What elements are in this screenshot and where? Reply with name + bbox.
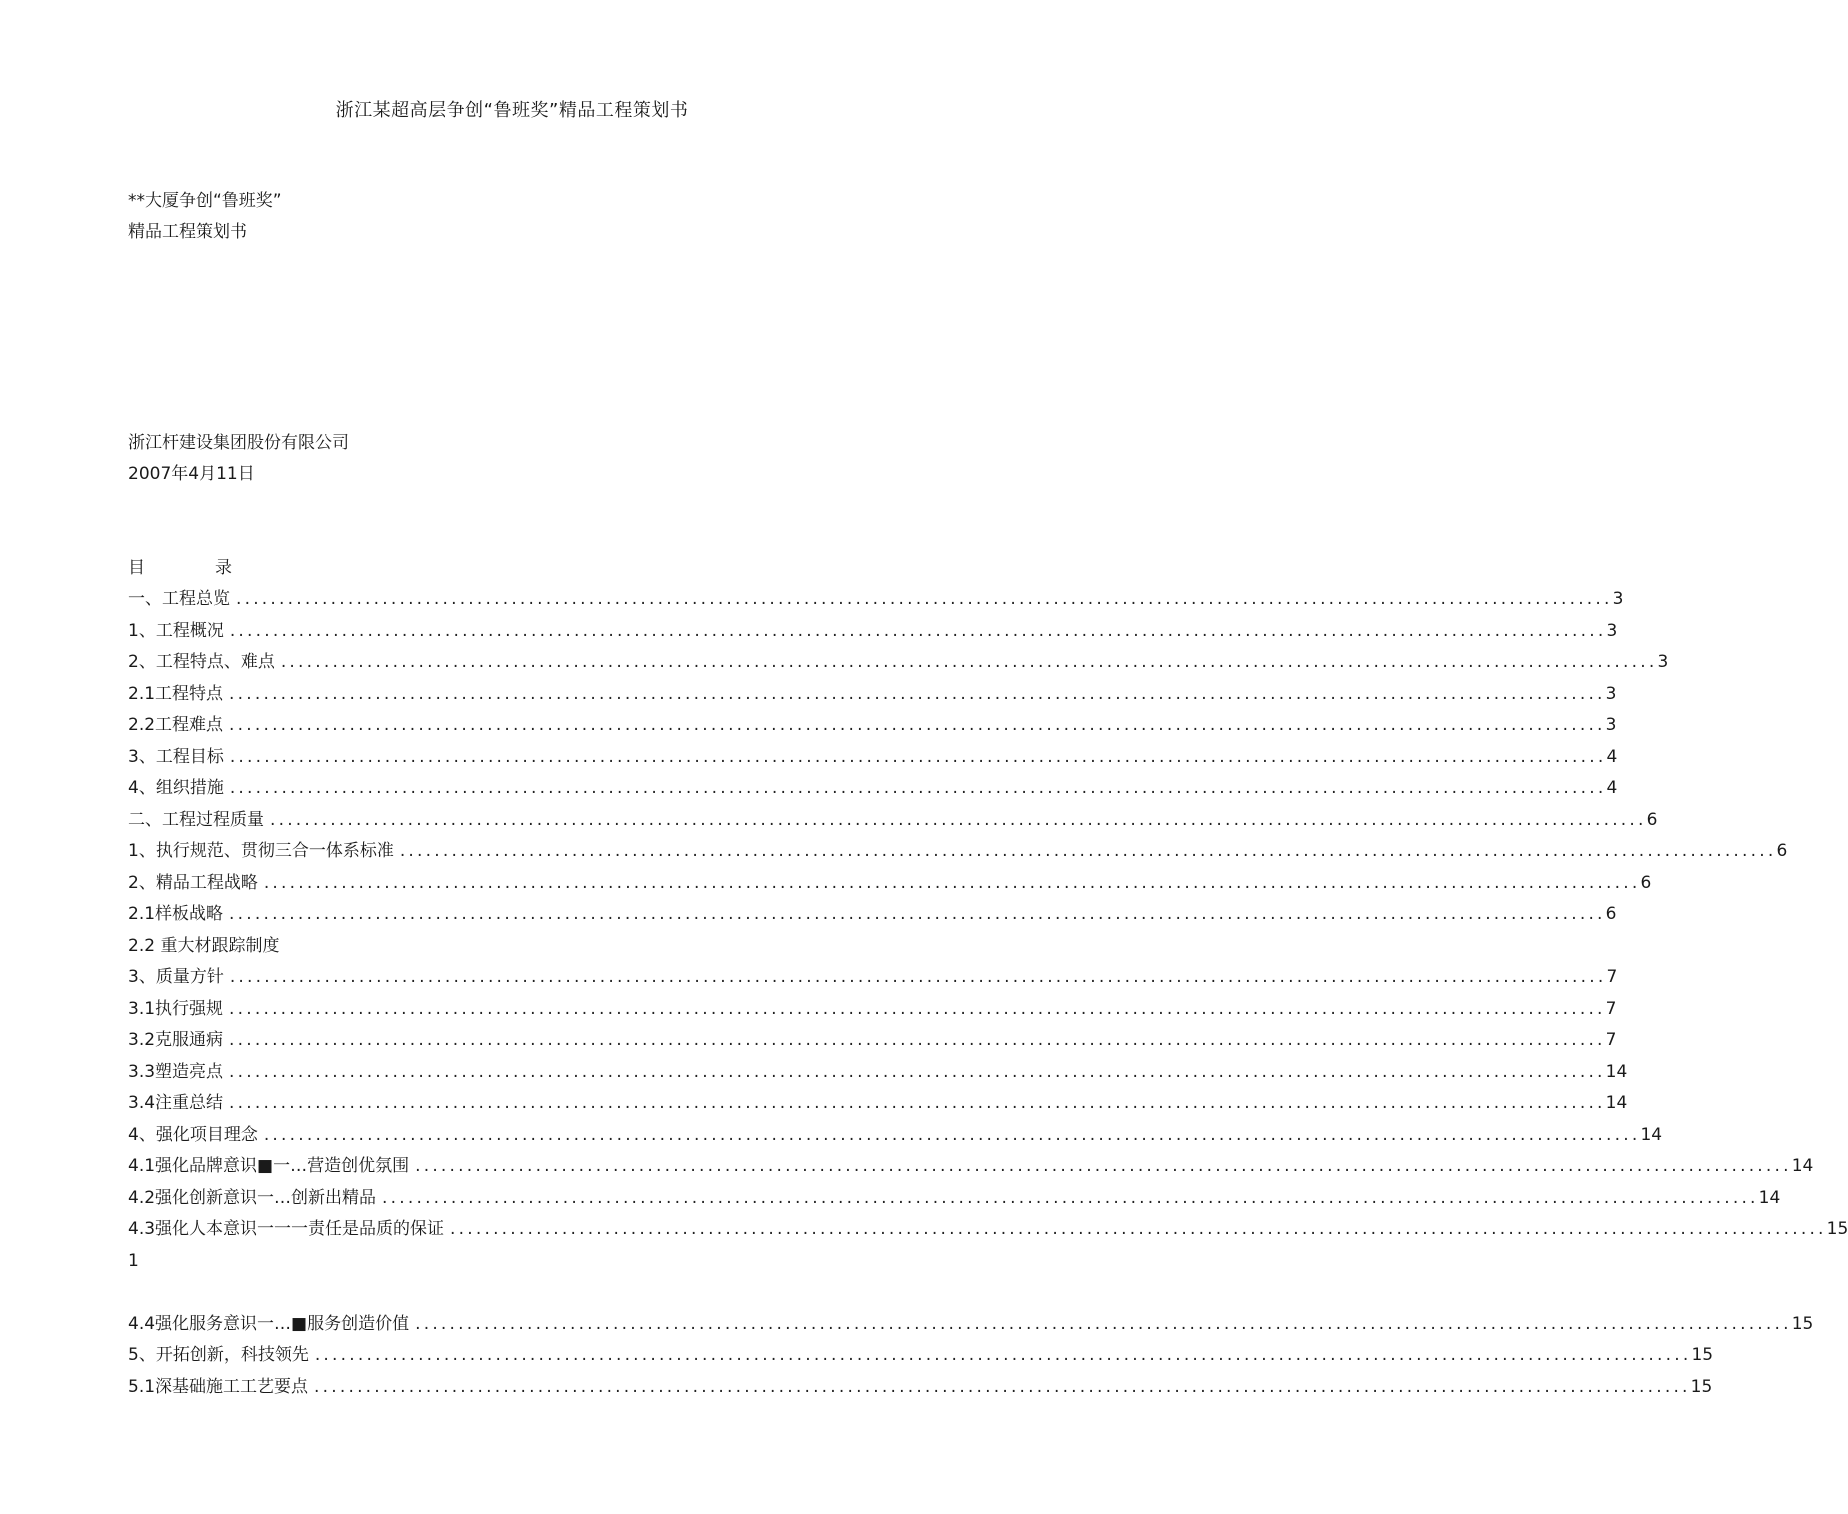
toc-entry-label: 2.1样板战略 [128, 904, 224, 924]
toc-heading-left: 目 [128, 558, 145, 578]
toc-entry[interactable] [128, 1340, 1714, 1372]
toc-entry[interactable] [128, 647, 1669, 679]
toc-entry[interactable] [128, 710, 1617, 742]
toc-dot-leader: ................................................................................................................................................................ [263, 872, 1641, 893]
toc-entry-label: 一、工程总览 [128, 589, 230, 609]
toc-entry-label: 二、工程过程质量 [128, 809, 264, 830]
toc-entry[interactable] [128, 931, 728, 963]
toc-entry[interactable] [128, 1120, 1663, 1152]
toc-dot-leader: ................................................................................................................................................................ [280, 652, 1658, 672]
toc-entry-label: 3.3塑造亮点 [128, 1061, 224, 1082]
toc-entry-label: 4、强化项目理念 [128, 1124, 258, 1145]
toc-page-number: 6 [1646, 809, 1658, 830]
toc-entry-label: 2.1工程特点 [128, 683, 224, 704]
toc-dot-leader: ................................................................................................................................................................ [270, 809, 1647, 830]
toc-entry-label: 3.2克服通病 [128, 1030, 224, 1050]
toc-dot-leader: ................................................................................................................................................................ [229, 746, 1607, 767]
toc-page-number: 6 [1776, 841, 1788, 861]
toc-entry[interactable] [128, 899, 1617, 931]
toc-entry[interactable] [128, 1057, 1628, 1089]
toc-page-number: 6 [1640, 872, 1652, 893]
toc-entry[interactable] [128, 868, 1652, 900]
toc-entry[interactable] [128, 962, 1618, 994]
toc-page-number: 14 [1640, 1124, 1663, 1145]
toc-entry-label: 1、执行规范、贯彻三合一体系标准 [128, 841, 394, 861]
toc-entry[interactable] [128, 836, 1788, 868]
toc-page-number: 3 [1605, 683, 1617, 704]
page-break-spacer [128, 1277, 728, 1309]
cover-company-block [128, 428, 349, 490]
toc-entry-label: 3、质量方针 [128, 967, 224, 987]
toc-page-number: 4 [1606, 746, 1618, 767]
cover-title-line2: 精品工程策划书 [128, 222, 247, 242]
toc-page-number: 15 [1791, 1313, 1814, 1334]
toc-entry[interactable] [128, 679, 1617, 711]
toc-dot-leader: ................................................................................................................................................................ [229, 683, 1606, 704]
toc-entry[interactable] [128, 1088, 1628, 1120]
toc-entry-label: 2、工程特点、难点 [128, 652, 275, 672]
toc-dot-leader: ................................................................................................................................................................ [229, 715, 1606, 735]
toc-entry-label: 2.2工程难点 [128, 715, 224, 735]
toc-page-number: 14 [1605, 1061, 1628, 1082]
toc-entry[interactable] [128, 805, 1658, 837]
toc-entry[interactable] [128, 584, 1624, 616]
toc-entry[interactable] [128, 994, 1617, 1026]
toc-entry[interactable] [128, 1183, 1781, 1215]
toc-page-number: 3 [1657, 652, 1669, 672]
toc-dot-leader: ................................................................................................................................................................ [263, 1124, 1641, 1145]
toc-heading-right: 录 [215, 558, 232, 578]
toc-dot-leader: ................................................................................................................................................................ [382, 1187, 1759, 1208]
toc-entry-label: 4、组织措施 [128, 778, 224, 798]
toc-entry[interactable] [128, 1214, 1848, 1246]
toc-page-number: 3 [1612, 589, 1624, 609]
toc-entry[interactable] [128, 1025, 1617, 1057]
toc-entry-label: 5、开拓创新，科技领先 [128, 1345, 309, 1365]
toc-page-number: 14 [1605, 1093, 1628, 1113]
toc-dot-leader: ................................................................................................................................................................ [229, 904, 1606, 924]
toc-dot-leader: ................................................................................................................................................................ [415, 1156, 1792, 1176]
toc-dot-leader: ................................................................................................................................................................ [229, 620, 1607, 641]
toc-page-number: 14 [1758, 1187, 1781, 1208]
toc-page-number: 15 [1691, 1345, 1714, 1365]
toc-dot-leader: ................................................................................................................................................................ [229, 998, 1606, 1019]
table-of-contents [128, 584, 1848, 1403]
toc-entry-label: 3.1执行强规 [128, 998, 224, 1019]
toc-dot-leader: ................................................................................................................................................................ [229, 967, 1607, 987]
toc-entry[interactable] [128, 1309, 1814, 1341]
page-header-title: 浙江某超高层争创“鲁班奖”精品工程策划书 [335, 100, 689, 121]
toc-entry[interactable] [128, 773, 1618, 805]
toc-dot-leader: ................................................................................................................................................................ [229, 778, 1607, 798]
cover-title-line1: **大厦争创“鲁班奖” [128, 191, 282, 211]
company-name: 浙江杆建设集团股份有限公司 [128, 433, 349, 453]
toc-entry-label: 4.3强化人本意识一一一责任是品质的保证 [128, 1219, 445, 1239]
page-number-footer: 1 [128, 1250, 139, 1271]
cover-title-block [128, 186, 282, 248]
toc-entry-label: 2、精品工程战略 [128, 872, 258, 893]
toc-page-number: 15 [1690, 1376, 1713, 1397]
toc-entry-label: 4.1强化品牌意识■一…营造创优氛围 [128, 1156, 410, 1176]
toc-page-number: 3 [1605, 715, 1617, 735]
toc-entry-label: 3.4注重总结 [128, 1093, 224, 1113]
toc-page-number: 4 [1606, 778, 1618, 798]
toc-dot-leader: ................................................................................................................................................................ [314, 1345, 1692, 1365]
toc-dot-leader: ................................................................................................................................................................ [229, 1030, 1606, 1050]
toc-entry[interactable] [128, 1372, 1713, 1404]
toc-entry[interactable] [128, 1151, 1814, 1183]
toc-entry-label: 5.1深基础施工工艺要点 [128, 1376, 309, 1397]
toc-entry-label: 4.2强化创新意识一…创新出精品 [128, 1187, 377, 1208]
toc-page-number: 7 [1605, 1030, 1617, 1050]
toc-dot-leader: ................................................................................................................................................................ [415, 1313, 1792, 1334]
toc-page-number: 7 [1605, 998, 1617, 1019]
toc-dot-leader: ................................................................................................................................................................ [314, 1376, 1691, 1397]
toc-dot-leader: ................................................................................................................................................................ [229, 1093, 1606, 1113]
toc-page-number: 6 [1605, 904, 1617, 924]
toc-page-number: 14 [1791, 1156, 1814, 1176]
toc-entry-label: 2.2 重大材跟踪制度 [128, 935, 280, 956]
toc-page-number: 7 [1606, 967, 1618, 987]
toc-dot-leader: ................................................................................................................................................................ [399, 841, 1777, 861]
toc-page-number: 15 [1826, 1219, 1848, 1239]
toc-heading [128, 553, 232, 578]
toc-dot-leader: ................................................................................................................................................................ [236, 589, 1613, 609]
toc-dot-leader: ................................................................................................................................................................ [450, 1219, 1827, 1239]
toc-dot-leader: ................................................................................................................................................................ [229, 1061, 1606, 1082]
toc-entry[interactable] [128, 616, 1618, 648]
document-date: 2007年4月11日 [128, 464, 255, 484]
toc-entry[interactable] [128, 742, 1618, 774]
toc-page-number: 3 [1606, 620, 1618, 641]
toc-entry-label: 1、工程概况 [128, 620, 224, 641]
toc-entry-label: 4.4强化服务意识一…■服务创造价值 [128, 1313, 410, 1334]
toc-entry-label: 3、工程目标 [128, 746, 224, 767]
